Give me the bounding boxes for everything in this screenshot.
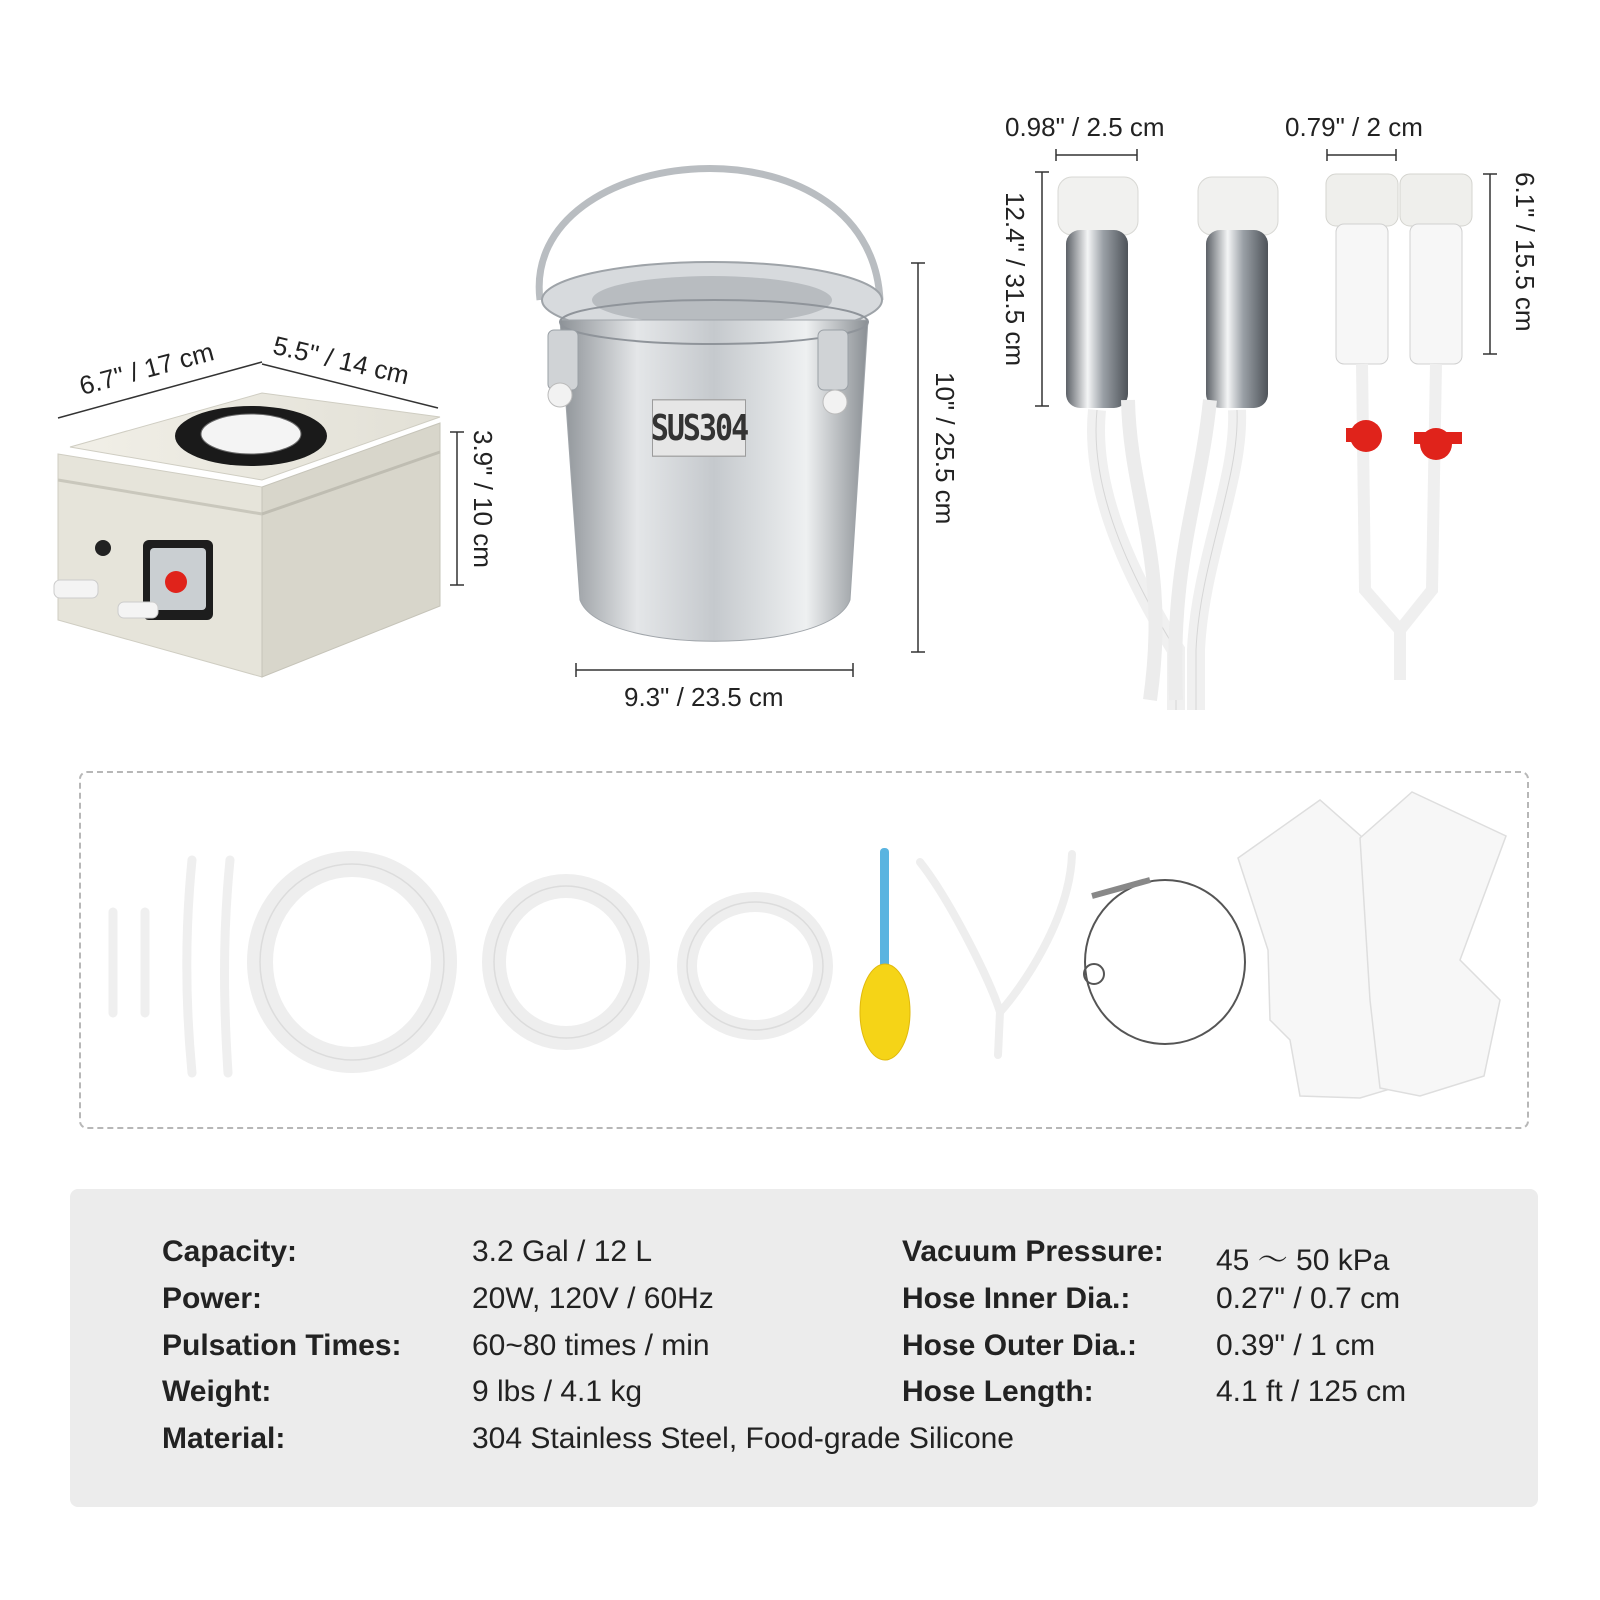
gloves [1238,792,1506,1098]
spec-label: Weight: [162,1375,272,1408]
silicone-hose-coils [260,864,823,1060]
spec-label: Hose Outer Dia.: [902,1329,1138,1362]
pump-width-label: 5.5'' / 14 cm [270,330,412,391]
cleaning-brush-wire [1084,880,1245,1044]
bucket-label: SUS304 [652,399,746,457]
spec-label: Power: [162,1282,263,1315]
specifications-panel [70,1189,1538,1507]
y-connector-hose [920,854,1072,1055]
spec-label: Capacity: [162,1235,298,1268]
pump-height-label: 3.9" / 10 cm [468,430,498,568]
spec-capacity [162,1235,297,1269]
spec-weight-value: 9 lbs / 4.1 kg [472,1375,643,1408]
spec-hose-inner-value: 0.27" / 0.7 cm [1216,1282,1401,1315]
spec-capacity-value: 3.2 Gal / 12 L [472,1235,653,1268]
clear-cup-diameter-label: 0.79" / 2 cm [1285,112,1423,142]
spec-vacuum [902,1235,1164,1269]
spec-hose-inner [902,1282,1130,1316]
spec-pulsation [162,1329,402,1363]
steel-cup-diameter-label: 0.98" / 2.5 cm [1005,112,1165,142]
spec-material-value: 304 Stainless Steel, Food-grade Silicone [472,1422,1014,1455]
spec-vacuum-value: 45 ～ 50 kPa [1216,1244,1390,1277]
spec-weight [162,1375,271,1409]
clear-cup-length-label: 6.1" / 15.5 cm [1510,172,1540,332]
spec-label: Hose Inner Dia.: [902,1282,1131,1315]
bucket-height-label: 10" / 25.5 cm [930,372,960,525]
spec-hose-length-value: 4.1 ft / 125 cm [1216,1375,1407,1408]
spec-hose-outer-value: 0.39" / 1 cm [1216,1329,1376,1362]
steel-cup-length-label: 12.4" / 31.5 cm [1000,192,1030,366]
spec-label: Vacuum Pressure: [902,1235,1164,1268]
bucket-width-label: 9.3" / 23.5 cm [624,682,784,712]
bottle-brush [860,848,910,1060]
spec-power [162,1282,262,1316]
spec-hose-outer [902,1329,1137,1363]
spec-material [162,1422,285,1456]
spec-pulsation-value: 60~80 times / min [472,1329,710,1362]
spec-hose-length [902,1375,1094,1409]
spec-label: Hose Length: [902,1375,1094,1408]
short-hoses [113,860,230,1073]
spec-label: Material: [162,1422,286,1455]
spec-label: Pulsation Times: [162,1329,402,1362]
spec-power-value: 20W, 120V / 60Hz [472,1282,714,1315]
pump-length-label: 6.7" / 17 cm [76,336,217,401]
